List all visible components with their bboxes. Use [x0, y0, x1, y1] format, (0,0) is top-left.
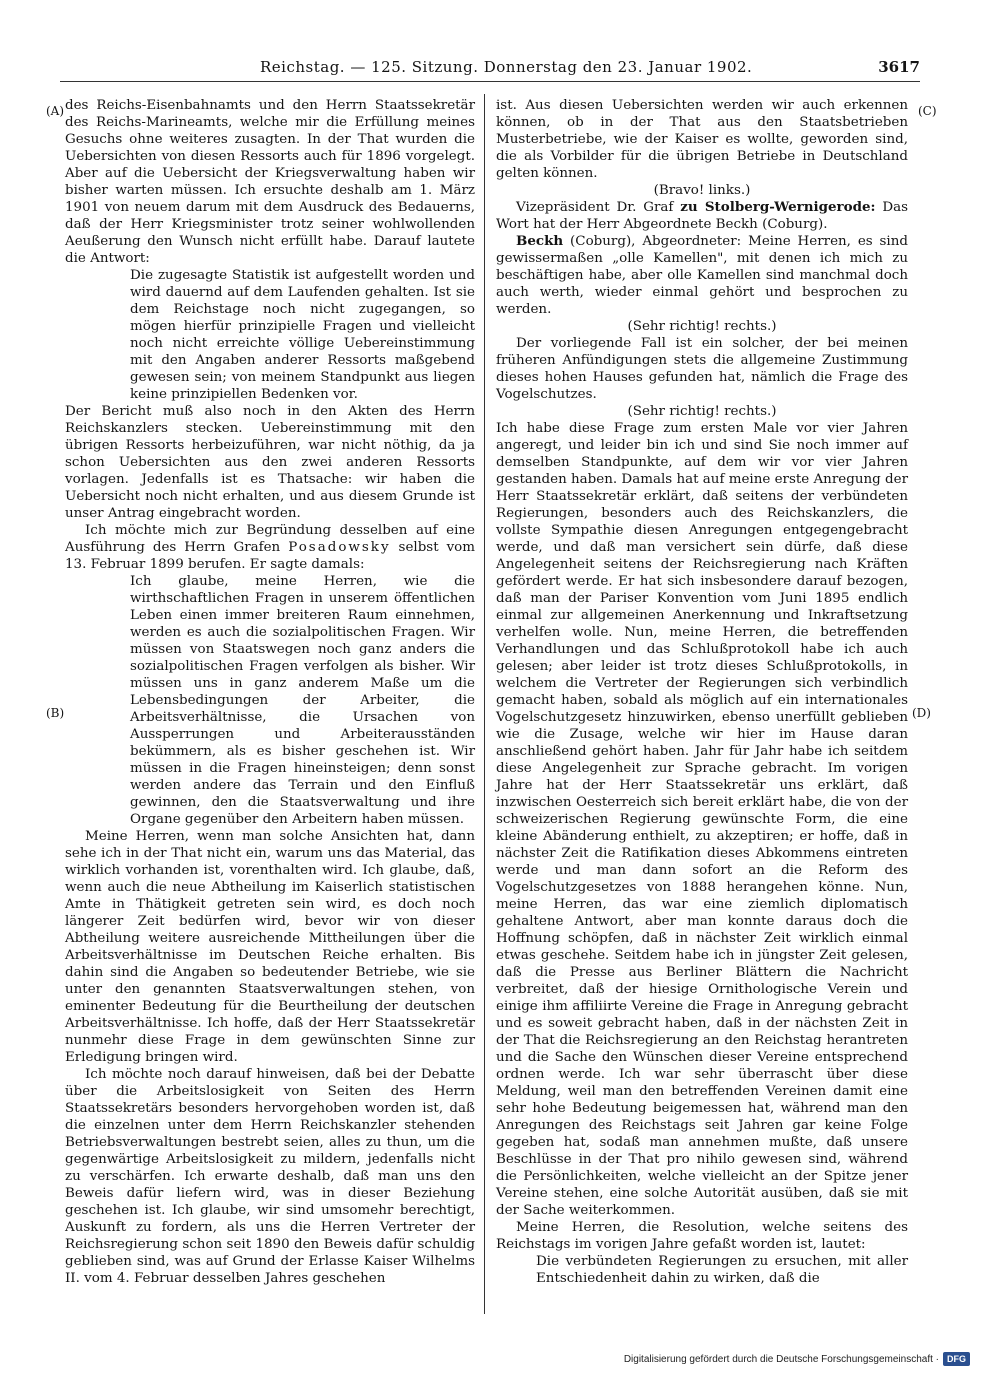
quotation: Ich glaube, meine Herren, wie die wirthschaftlichen Fragen in unserem öffentlichen Leben einen immer breiteren Raum einnehmen, werden es auch die sozialpolitischen Fragen. Wir müssen von Staatswegen noch ganz anders die sozialpolitischen Fragen verfolgen als bisher. Wir müssen uns in ganz anderem Maße um die Lebensbedingungen der Arbeiter, die Arbeitsverhältnisse, die Ursachen von Aussperrungen und Arbeiterausständen bekümmern, als es bisher geschehen ist. Wir müssen in die Fragen hineinsteigen; denn sonst werden andere das Terrain und den Einfluß gewinnen, den die Staatsverwaltung und ihre Organe gegenüber den Arbeitern haben müssen.: [130, 574, 475, 827]
header-rule: [60, 81, 920, 82]
running-title: Reichstag. — 125. Sitzung. Donnerstag den 23. Januar 1902.: [260, 58, 753, 76]
dfg-logo: DFG: [943, 1352, 970, 1366]
quotation: Die zugesagte Statistik ist aufgestellt worden und wird dauernd auf dem Laufenden gehalten. Ist sie dem Reichstage noch nicht zugegangen, so mögen hierfür prinzipielle Fragen und vielleicht noch nicht erreichte völlige Uebereinstimmung mit den Angaben anderer Ressorts maßgebend gewesen sein; von meinem Standpunkt aus liegen keine prinzipiellen Bedenken vor.: [130, 268, 475, 402]
paragraph: Ich habe diese Frage zum ersten Male vor vier Jahren angeregt, und leider bin ich und sind Sie noch immer auf demselben Standpunkte, auf dem wir vor vier Jahren gestanden haben. Damals hat auf meine erste Anregung der Herr Staatssekretär erklärt, daß seitens der verbündeten Regierungen, besonders auch des Reichskanzlers, die vollste Sympathie diesen Anregungen entgegengebracht werde, und daß man versichert sein dürfe, daß diese Angelegenheit seitens der Reichsregierung nach Kräften gefördert werde. Er hat sich insbesondere darauf bezogen, daß man der Pariser Konvention vom Juni 1895 endlich einmal zur allgemeinen Anerkennung und Inkraftsetzung verhelfen wolle. Nun, meine Herren, die betreffenden Verhandlungen und das Schlußprotokoll habe ich auch gelesen; aber leider ist trotz dieses Schlußprotokolls, in welchem die Vertreter der Regierungen sich verbindlich gemacht haben, sobald als möglich auf ein internationales Vogelschutzgesetz hinzuwirken, ebenso unerfüllt geblieben wie die Zusage, welche wir hier im Hause daran anschließend gehört haben. Jahr für Jahr habe ich seitdem diese Angelegenheit zur Sprache gebracht. Im vorigen Jahre hat der Herr Staatssekretär uns erklärt, daß inzwischen Oesterreich sich bereit erklärt habe, die von der schweizerischen Regierung gewünschte Form, die eine kleine Abänderung enthielt, zu akzeptiren; er hoffe, daß in nächster Zeit die Ratifikation dieses Abkommens eintreten werde und man dann sofort an die Reform des Vogelschutzgesetzes von 1888 herangehen könne. Nun, meine Herren, das war eine ziemlich diplomatisch gehaltene Antwort, aber man konnte daraus doch die Hoffnung schöpfen, daß in nächster Zeit wirklich einmal etwas geschehe. Seitdem habe ich in jüngster Zeit gelesen, daß die Presse aus Berliner Blättern die Nachricht verbreitet, daß der hiesige Ornithologische Verein und einige ihm affiliirte Vereine die Frage in Anregung gebracht und es soweit gebracht haben, daß in der nächsten Zeit in der That die Reichsregierung an den Reichstag herantreten und die Sache den Wünschen dieser Vereine entsprechend ordnen werde. Ich war sehr überrascht über diese Meldung, weil man den betreffenden Vereinen damit eine sehr hohe Bedeutung beigemessen hat, während man den Anregungen des Reichstags seit Jahren gar keine Folge gegeben hat, sodaß man annehmen mußte, daß unsere Beschlüsse in der That pro nihilo gewesen sind, während die Persönlichkeiten, welche vielleicht an der Spitze jener Vereine stehen, eine solche Autorität ausüben, daß sie mit der Sache weiterkommen.: [496, 421, 908, 1218]
left-column: [65, 97, 475, 1287]
paragraph: Meine Herren, wenn man solche Ansichten hat, dann sehe ich in der That nicht ein, warum uns das Material, das wirklich vorhanden ist, vorenthalten wird. Ich glaube, daß, wenn auch die neue Abtheilung im Kaiserlich statistischen Amte in Thätigkeit getreten sein wird, es doch noch längerer Zeit bedürfen wird, bevor wir von dieser Abtheilung weitere ausreichende Mittheilungen über die Arbeitsverhältnisse im Deutschen Reiche erhalten. Bis dahin sind die Angaben so bedeutender Betriebe, wie sie unter den genannten Staatsverwaltungen stehen, von eminenter Bedeutung für die Beurtheilung der deutschen Arbeitsverhältnisse. Ich hoffe, daß der Herr Staatssekretär nunmehr diese Frage in dem gewünschten Sinne zur Erledigung bringen wird.: [65, 829, 475, 1065]
interjection: (Sehr richtig! rechts.): [627, 319, 777, 334]
paragraph: Meine Herren, die Resolution, welche seitens des Reichstags im vorigen Jahre gefaßt worden ist, lautet:: [496, 1220, 908, 1252]
quotation: Die verbündeten Regierungen zu ersuchen, mit aller Entschiedenheit dahin zu wirken, daß die: [536, 1254, 908, 1286]
paragraph: Der vorliegende Fall ist ein solcher, der bei meinen früheren Anfündigungen stets die allgemeine Zustimmung dieses hohen Hauses gefunden hat, nämlich die Frage des Vogelschutzes.: [496, 336, 908, 402]
paragraph: ist. Aus diesen Uebersichten werden wir auch erkennen können, ob in der That aus den Staatsbetrieben Musterbetriebe, wie der Kaiser es wollte, geworden sind, die als Vorbilder für die übrigen Betriebe in Deutschland gelten können.: [496, 98, 908, 181]
speaker-name: zu Stolberg-Wernigerode:: [680, 199, 876, 215]
paragraph: [496, 233, 908, 318]
margin-marker-b: (B): [46, 706, 65, 720]
footer-text: Digitalisierung gefördert durch die Deutsche Forschungsgemeinschaft ·: [623, 1353, 939, 1365]
margin-marker-d: (D): [912, 706, 931, 720]
text-run: Das Wort hat der Herr Abgeordnete Beckh (Coburg).: [496, 200, 909, 232]
paragraph: des Reichs-Eisenbahnamts und den Herrn Staatssekretär des Reichs-Marineamts, welche mir die Erfüllung meines Gesuchs ohne weiteres zusagten. In der That wurden die Uebersichten von diesen Ressorts auch für 1896 vorgelegt. Aber auf die Uebersicht der Kriegsverwaltung haben wir bisher warten müssen. Ich ersuchte deshalb am 1. März 1901 von neuem darum mit dem Ausdruck des Bedauerns, daß der Herr Kriegsminister trotz seiner wohlwollenden Aeußerung den Wunsch nicht erfüllt habe. Darauf lautete die Antwort:: [65, 98, 475, 266]
page-number: 3617: [878, 58, 920, 76]
text-run: (Coburg), Abgeordneter: Meine Herren, es sind gewissermaßen „olle Kamellen", mit denen ich mich zu beschäftigen habe, aber olle Kamellen sind manchmal doch auch werth, wieder einmal gehört und besprochen zu werden.: [496, 234, 908, 317]
right-column: [496, 97, 908, 1287]
footer-credit: [624, 1352, 970, 1366]
column-divider: [484, 94, 485, 1314]
margin-marker-c: (C): [918, 104, 937, 118]
paragraph: Ich möchte noch darauf hinweisen, daß bei der Debatte über die Arbeitslosigkeit von Seiten des Herrn Staatssekretärs besonders hervorgehoben worden ist, daß die einzelnen unter dem Herrn Reichskanzler stehenden Betriebsverwaltungen bestrebt seien, alles zu thun, um die gegenwärtige Arbeitslosigkeit zu mildern, jedenfalls nicht zu verschärfen. Ich erwarte deshalb, daß man uns den Beweis dafür liefern wird, was in dieser Beziehung geschehen ist. Ich glaube, wir sind umsomehr berechtigt, Auskunft zu fordern, als uns die Herren Vertreter der Reichsregierung schon seit 1890 den Beweis dafür schuldig geblieben sind, was auf Grund der Erlasse Kaiser Wilhelms II. vom 4. Februar desselben Jahres geschehen: [65, 1067, 475, 1286]
interjection: (Bravo! links.): [653, 183, 751, 198]
speaker-name: Beckh: [516, 233, 564, 249]
paragraph: Der Bericht muß also noch in den Akten des Herrn Reichskanzlers stecken. Uebereinstimmung mit den übrigen Ressorts herbeizuführen, war nicht nöthig, da ja schon Uebersichten aus den zwei anderen Ressorts vorlagen. Jedenfalls ist es Thatsache: wir haben die Uebersicht noch nicht erhalten, und aus diesem Grunde ist unser Antrag eingebracht worden.: [65, 404, 475, 521]
text-run: Vizepräsident Dr. Graf: [516, 200, 674, 215]
interjection: (Sehr richtig! rechts.): [627, 404, 777, 419]
text-run: Ich möchte mich zur Begründung desselben auf eine Ausführung des Herrn Grafen: [65, 523, 475, 555]
paragraph: [65, 522, 475, 573]
page-header: [60, 56, 920, 82]
speaker-name: Posadowsky: [288, 540, 391, 555]
text-run: selbst vom 13. Februar 1899 berufen. Er sagte damals:: [65, 540, 476, 572]
margin-marker-a: (A): [46, 104, 65, 118]
paragraph: [496, 199, 908, 233]
